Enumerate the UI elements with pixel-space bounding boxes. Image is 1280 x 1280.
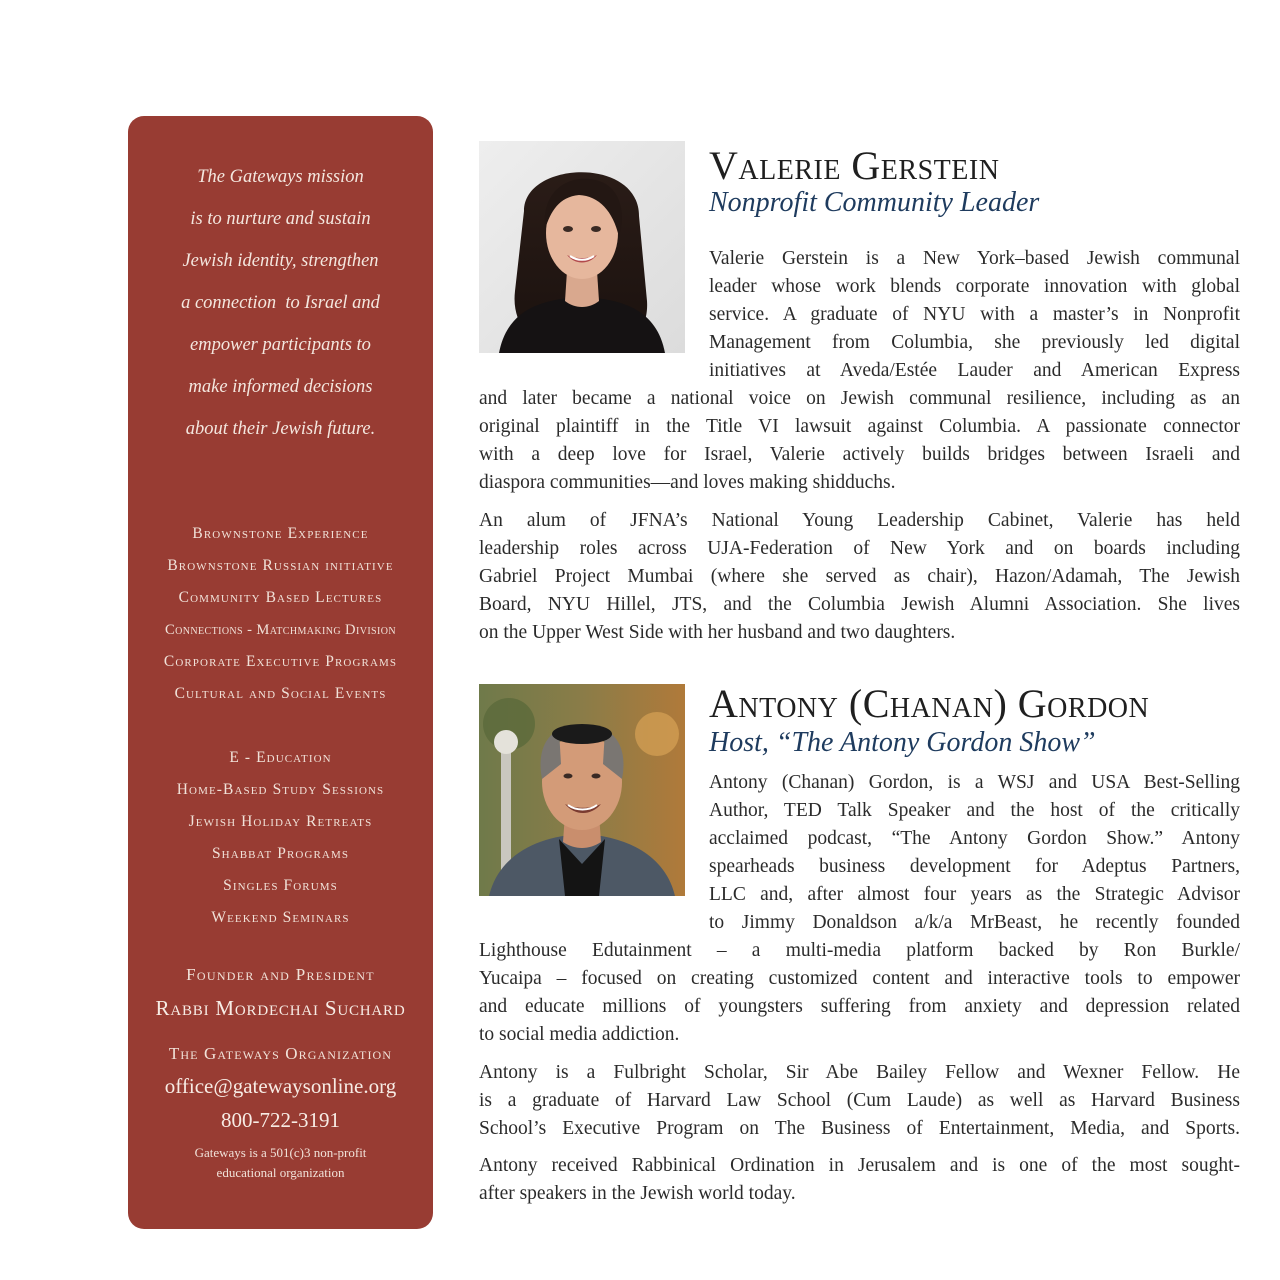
founder-contact-block xyxy=(128,959,433,1183)
mission-line: empower participants to xyxy=(190,335,371,355)
mission-line: is to nurture and sustain xyxy=(190,209,371,229)
bio-line: and educate millions of youngsters suffering from anxiety and depression related xyxy=(479,996,1240,1017)
bio-line: Antony is a Fulbright Scholar, Sir Abe Bailey Fellow and Wexner Fellow. He xyxy=(479,1062,1240,1083)
service-item: Home-Based Study Sessions xyxy=(176,781,385,798)
mission-line: about their Jewish future. xyxy=(185,419,376,439)
founder-name: Rabbi Mordechai Suchard xyxy=(155,996,406,1020)
services-divider xyxy=(128,710,433,742)
bio-line: service. A graduate of NYU with a master’s in Nonprofit xyxy=(709,304,1240,325)
bio-line: Management from Columbia, she previously led digital xyxy=(709,332,1240,353)
nonprofit-line: Gateways is a 501(c)3 non-profit xyxy=(194,1145,367,1160)
bio-line: Gabriel Project Mumbai (where she served as chair), Hazon/Adamah, The Jewish xyxy=(479,566,1240,587)
profile-bio-continued xyxy=(479,937,1240,1049)
bio-line: Valerie Gerstein is a New York–based Jewish communal xyxy=(709,248,1240,269)
bio-line: LLC and, after almost four years as the Strategic Advisor xyxy=(709,884,1240,905)
service-item: Connections - Matchmaking Division xyxy=(165,622,396,638)
bio-line: leadership roles across UJA-Federation of New York and on boards including xyxy=(479,538,1240,559)
service-item: Singles Forums xyxy=(223,877,338,894)
bio-line: after speakers in the Jewish world today. xyxy=(479,1183,796,1204)
founder-title: Founder and President xyxy=(186,965,375,984)
service-item: Weekend Seminars xyxy=(211,909,350,926)
profile-bio-intro xyxy=(709,245,1240,385)
mission-line: a connection to Israel and xyxy=(181,293,380,313)
mission-line: Jewish identity, strengthen xyxy=(182,251,379,271)
bio-line: and later became a national voice on Jewish communal resilience, including as an xyxy=(479,388,1240,409)
bio-line: to Jimmy Donaldson a/k/a MrBeast, he recently founded xyxy=(709,912,1240,933)
gateways-sidebar xyxy=(128,116,433,1229)
bio-line: to social media addiction. xyxy=(479,1024,680,1045)
services-list xyxy=(128,518,433,934)
service-item: Corporate Executive Programs xyxy=(163,653,398,670)
bio-line: diaspora communities—and loves making shidduchs. xyxy=(479,472,896,493)
profile-name: Valerie Gerstein xyxy=(709,143,1000,188)
contact-phone[interactable]: 800-722-3191 xyxy=(221,1108,340,1132)
mission-line: make informed decisions xyxy=(188,377,373,397)
mission-statement xyxy=(128,156,433,450)
profile-role: Host, “The Antony Gordon Show” xyxy=(709,727,1096,758)
bio-line: spearheads business development for Adeptus Partners, xyxy=(709,856,1240,877)
bio-line: School’s Executive Program on The Business of Entertainment, Media, and Sports. xyxy=(479,1118,1240,1139)
bio-line: Yucaipa – focused on creating customized content and interactive tools to empower xyxy=(479,968,1240,989)
bio-line: leader whose work blends corporate innovation with global xyxy=(709,276,1240,297)
nonprofit-note xyxy=(128,1143,433,1183)
profile-name: Antony (Chanan) Gordon xyxy=(709,681,1150,726)
service-item: Shabbat Programs xyxy=(211,845,350,862)
service-item: Jewish Holiday Retreats xyxy=(188,813,373,830)
portrait-woman-photo xyxy=(479,141,685,353)
mission-line: The Gateways mission xyxy=(197,167,364,187)
profile-bio-paragraph-3 xyxy=(479,1152,1240,1208)
bio-line: An alum of JFNA’s National Young Leadership Cabinet, Valerie has held xyxy=(479,510,1240,531)
contact-email-link[interactable]: office@gatewaysonline.org xyxy=(164,1074,397,1098)
service-item: Brownstone Russian initiative xyxy=(167,557,394,574)
bio-line: Antony (Chanan) Gordon, is a WSJ and USA Best-Selling xyxy=(709,772,1240,793)
profile-bio-paragraph-2 xyxy=(479,507,1240,647)
service-item: Community Based Lectures xyxy=(178,589,383,606)
portrait-man-photo xyxy=(479,684,685,896)
bio-line: on the Upper West Side with her husband and two daughters. xyxy=(479,622,956,643)
profile-bio-continued xyxy=(479,385,1240,497)
profile-bio-intro xyxy=(709,769,1240,937)
service-item: Cultural and Social Events xyxy=(174,685,387,702)
profile-role: Nonprofit Community Leader xyxy=(709,187,1040,218)
bio-line: original plaintiff in the Title VI lawsuit against Columbia. A passionate connector xyxy=(479,416,1240,437)
service-item: E - Education xyxy=(229,749,332,766)
bio-line: initiatives at Aveda/Estée Lauder and American Express xyxy=(709,360,1240,381)
bio-line: Antony received Rabbinical Ordination in Jerusalem and is one of the most sought- xyxy=(479,1155,1240,1176)
bio-line: Board, NYU Hillel, JTS, and the Columbia Jewish Alumni Association. She lives xyxy=(479,594,1240,615)
bio-line: with a deep love for Israel, Valerie actively builds bridges between Israeli and xyxy=(479,444,1240,465)
service-item: Brownstone Experience xyxy=(192,525,369,542)
organization-name: The Gateways Organization xyxy=(168,1044,393,1063)
profile-bio-paragraph-2 xyxy=(479,1059,1240,1143)
bio-line: acclaimed podcast, “The Antony Gordon Show.” Antony xyxy=(709,828,1240,849)
bio-line: Author, TED Talk Speaker and the host of the critically xyxy=(709,800,1240,821)
bio-line: Lighthouse Edutainment – a multi-media platform backed by Ron Burkle/ xyxy=(479,940,1240,961)
bio-line: is a graduate of Harvard Law School (Cum Laude) as well as Harvard Business xyxy=(479,1090,1240,1111)
nonprofit-line: educational organization xyxy=(216,1165,345,1180)
